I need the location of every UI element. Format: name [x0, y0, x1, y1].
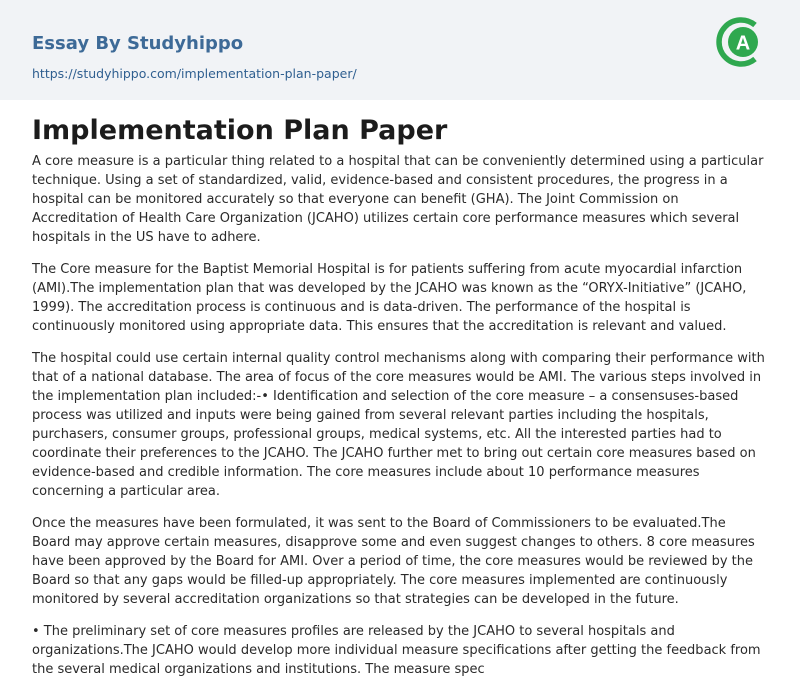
- page-header: [0, 0, 800, 100]
- paragraph-2: The Core measure for the Baptist Memorial Hospital is for patients suffering from acute myocardial infarction (AMI).The implementation plan that was developed by the JCAHO was known as the “ORYX-Initiative” (JCAHO, 1999). The accreditation process is continuous and is data-driven. The performance of the hospital is continuously monitored using appropriate data. This ensures that the accreditation is relevant and valued.: [32, 262, 747, 334]
- paragraph-4: Once the measures have been formulated, it was sent to the Board of Commissioners to be evaluated.The Board may approve certain measures, disapprove some and even suggest changes to others. 8 core measures have been approved by the Board for AMI. Over a period of time, the core measures would be reviewed by the Board so that any gaps would be filled-up appropriately. The core measures implemented are continuously monitored by several accreditation organizations so that strategies can be developed in the future.: [32, 516, 755, 607]
- site-brand[interactable]: Essay By Studyhippo: [32, 33, 244, 54]
- source-url-link[interactable]: https://studyhippo.com/implementation-plan-paper/: [32, 66, 357, 81]
- logo-letter: A: [735, 32, 751, 55]
- paragraph-3: The hospital could use certain internal quality control mechanisms along with comparing their performance with that of a national database. The area of focus of the core measures would be AMI. The various steps involved in the implementation plan included:-• Identification and selection of the core measure – a consensuses-based process was utilized and inputs were being gained from several relevant parties including the hospitals, purchasers, consumer groups, professional groups, medical systems, etc. All the interested parties had to coordinate their preferences to the JCAHO. The JCAHO further met to bring out certain core measures based on evidence-based and credible information. The core measures include about 10 performance measures concerning a particular area.: [32, 351, 765, 499]
- article: [0, 100, 800, 679]
- studyhippo-logo-icon[interactable]: [715, 15, 769, 69]
- paragraph-5: • The preliminary set of core measures profiles are released by the JCAHO to several hospitals and organizations.The JCAHO would develop more individual measure specifications after getting the feedback from the several medical organizations and institutions. The measure spec: [32, 624, 761, 677]
- page-title: Implementation Plan Paper: [32, 115, 448, 146]
- paragraph-1: A core measure is a particular thing related to a hospital that can be conveniently determined using a particular technique. Using a set of standardized, valid, evidence-based and consistent procedures, the progress in a hospital can be monitored accurately so that everyone can benefit (GHA). The Joint Commission on Accreditation of Health Care Organization (JCAHO) utilizes certain core performance measures which several hospitals in the US have to adhere.: [32, 154, 764, 245]
